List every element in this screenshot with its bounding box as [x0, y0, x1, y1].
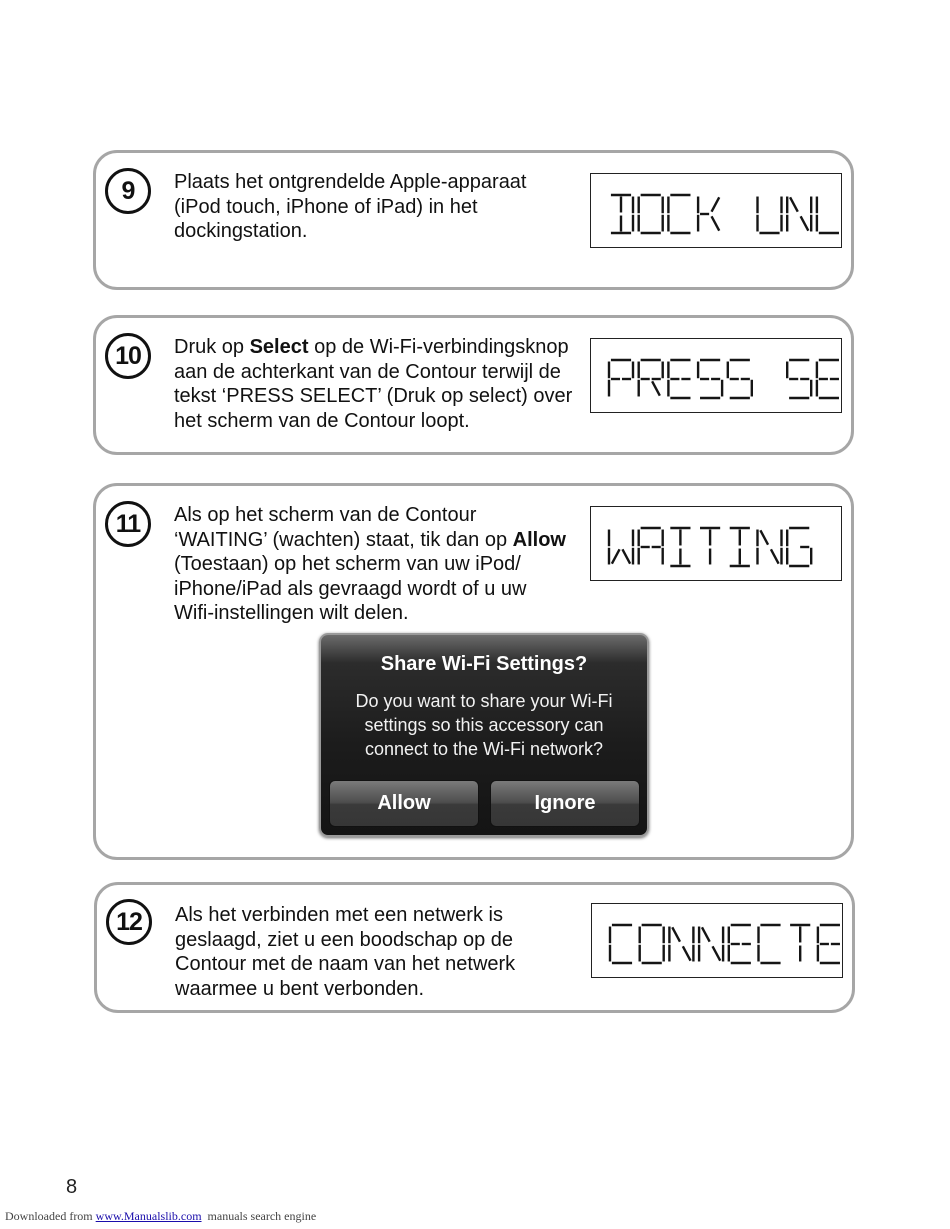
lcd-char — [787, 360, 811, 398]
lcd-segment — [702, 927, 710, 941]
instruction-line: iPhone/iPad als gevraagd wordt of u uw — [174, 577, 527, 600]
lcd-char — [818, 925, 840, 963]
lcd-display-text — [592, 905, 840, 977]
lcd-char — [639, 528, 663, 564]
lcd-char — [668, 195, 690, 233]
instruction-line: Als het verbinden met een netwerk is — [175, 904, 503, 926]
lcd-char — [610, 925, 632, 963]
lcd-char — [757, 529, 781, 564]
instruction-line — [174, 528, 584, 553]
dialog-message — [335, 689, 633, 761]
instruction-bold: Allow — [512, 528, 566, 551]
lcd-segment — [612, 549, 620, 563]
step-number-badge: 10 — [105, 333, 151, 379]
lcd-display — [590, 173, 842, 248]
instruction-line: aan de achterkant van de Contour terwijl de — [174, 360, 561, 383]
lcd-segment — [801, 216, 809, 230]
instruction-line: dockingstation. — [174, 220, 308, 242]
instruction-line: geslaagd, ziet u een boodschap op de — [175, 928, 514, 951]
lcd-char — [787, 528, 811, 566]
lcd-segment — [760, 530, 768, 544]
lcd-char — [700, 528, 720, 564]
lcd-char — [639, 195, 663, 233]
lcd-display — [590, 338, 842, 413]
step-instruction — [174, 170, 584, 244]
step-10-card — [93, 315, 854, 455]
step-number-badge: 12 — [106, 899, 152, 945]
dialog-message-line: settings so this accessory can — [364, 715, 604, 735]
lcd-segment — [712, 197, 720, 211]
lcd-char — [817, 360, 839, 398]
instruction-line: Wifi-instellingen wilt delen. — [174, 602, 409, 624]
footer-prefix: Downloaded from — [5, 1209, 96, 1223]
lcd-display — [590, 506, 842, 581]
lcd-char — [669, 926, 693, 961]
instruction-line: tekst ‘PRESS SELECT’ (Druk op select) over — [174, 385, 573, 407]
lcd-char — [758, 196, 782, 232]
lcd-segment — [771, 549, 779, 563]
lcd-char — [730, 528, 750, 566]
lcd-display-text — [591, 175, 839, 247]
instruction-line: (iPod touch, iPhone of iPad) in het — [174, 195, 478, 218]
step-number-badge: 11 — [105, 501, 151, 547]
lcd-segment — [790, 197, 798, 211]
page-number: 8 — [66, 1176, 78, 1198]
instruction-text: ‘WAITING’ (wachten) staat, tik dan op — [174, 528, 513, 551]
lcd-char — [698, 196, 719, 231]
lcd-char — [729, 925, 751, 963]
lcd-char — [787, 196, 811, 231]
dialog-title: Share Wi-Fi Settings? — [380, 653, 588, 675]
lcd-segment — [683, 946, 691, 960]
lcd-char — [609, 529, 633, 564]
lcd-segment — [652, 381, 660, 395]
lcd-char — [817, 196, 839, 232]
ignore-button[interactable]: Ignore — [490, 780, 640, 827]
lcd-char — [670, 528, 690, 566]
footer-suffix: manuals search engine — [201, 1209, 317, 1223]
dialog-message-line: Do you want to share your Wi-Fi — [355, 691, 613, 711]
manualslib-link[interactable]: www.Manualslib.com — [95, 1209, 202, 1223]
dialog-message-line: connect to the Wi-Fi network? — [364, 739, 604, 759]
step-12-card — [94, 882, 855, 1013]
download-footer — [5, 1209, 316, 1224]
lcd-char — [611, 195, 633, 233]
lcd-char — [698, 360, 722, 398]
step-9-card — [93, 150, 854, 290]
instruction-text: Druk op — [174, 336, 250, 358]
lcd-display-text — [591, 340, 839, 412]
lcd-segment — [672, 927, 680, 941]
step-instruction — [174, 335, 584, 433]
instruction-line: (Toestaan) op het scherm van uw iPod/ — [174, 553, 521, 575]
instruction-line: Contour met de naam van het netwerk — [175, 953, 516, 975]
instruction-text: op de Wi-Fi-verbindingsknop — [308, 336, 569, 358]
lcd-char — [640, 925, 664, 963]
lcd-display — [591, 903, 843, 978]
lcd-segment — [713, 946, 721, 960]
lcd-char — [790, 925, 810, 961]
lcd-char — [699, 926, 723, 961]
lcd-char — [668, 360, 690, 398]
lcd-segment — [622, 549, 630, 563]
lcd-char — [728, 360, 752, 398]
lcd-char — [639, 360, 663, 396]
lcd-char — [759, 925, 781, 963]
instruction-bold: Select — [249, 336, 309, 358]
instruction-line: Plaats het ontgrendelde Apple-apparaat — [174, 171, 527, 193]
lcd-char — [609, 360, 633, 396]
share-wifi-alert-dialog — [319, 633, 649, 837]
allow-button[interactable]: Allow — [329, 780, 479, 827]
instruction-line: het scherm van de Contour loopt. — [174, 409, 470, 432]
lcd-display-text — [591, 508, 829, 580]
instruction-line: Als op het scherm van de Contour — [174, 504, 477, 526]
step-instruction — [174, 503, 584, 626]
step-instruction — [175, 903, 585, 1001]
step-number-badge: 9 — [105, 168, 151, 214]
instruction-line — [174, 335, 584, 360]
instruction-line: waarmee u bent verbonden. — [175, 977, 425, 1000]
lcd-segment — [712, 216, 720, 230]
